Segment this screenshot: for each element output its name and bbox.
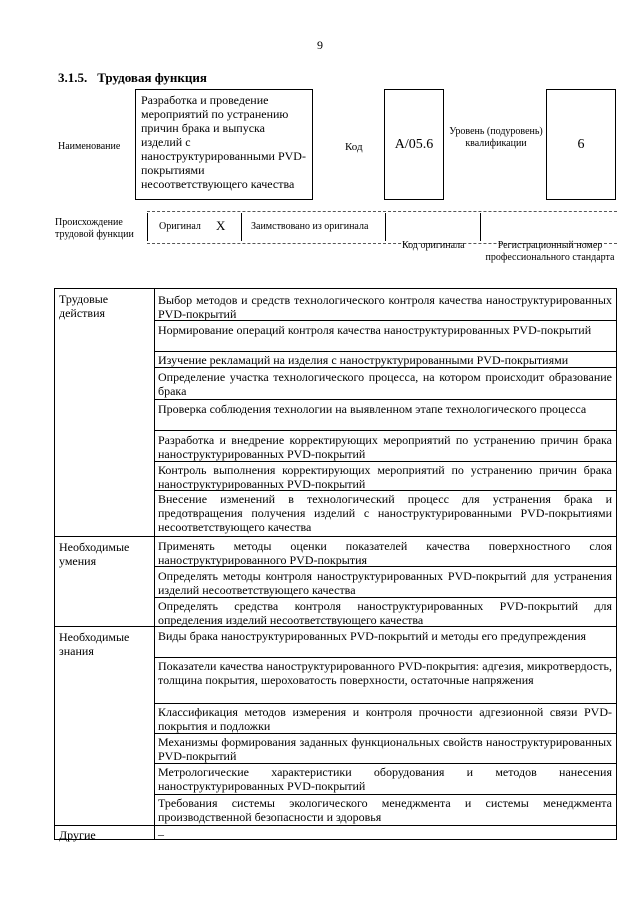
function-code: A/05.6 <box>394 136 434 152</box>
row-separator <box>154 703 617 704</box>
origin-divider <box>241 213 242 241</box>
function-level-box <box>546 89 616 200</box>
knowledge-item: Требования системы экологического менеджмента и системы менеджмента производственной безопасности и здоровья <box>158 796 612 824</box>
reg-number-caption: Регистрационный номер профессионального стандарта <box>485 240 615 263</box>
section-title: Трудовая функция <box>97 70 207 85</box>
action-item: Изучение рекламаций на изделия с наноструктурированными PVD-покрытиями <box>158 353 569 367</box>
table-column-divider <box>154 288 155 840</box>
row-separator <box>154 430 617 431</box>
row-separator <box>154 794 617 795</box>
action-item: Выбор методов и средств технологического контроля качества наноструктурированных PVD-покрытий <box>158 293 612 321</box>
action-item: Внесение изменений в технологический процесс для устранения брака и предотвращения получения изделий с наноструктурированными PVD-покрытиями несоответствующего качества <box>158 492 612 534</box>
origin-borrowed-label: Заимствовано из оригинала <box>251 221 369 232</box>
action-item: Определение участка технологического процесса, на котором происходит образование брака <box>158 370 612 398</box>
action-item: Проверка соблюдения технологии на выявленном этапе технологического процесса <box>158 402 587 416</box>
origin-divider <box>147 213 148 241</box>
knowledge-label: Необходимые знания <box>59 630 130 658</box>
function-name-box: Разработка и проведение мероприятий по устранению причин брака и выпуска изделий с наноструктурированными PVD-покрытиями несоответствующего качества <box>135 89 313 200</box>
section-separator <box>54 825 617 826</box>
row-separator <box>154 367 617 368</box>
skill-item: Применять методы оценки показателей качества поверхностного слоя наноструктурированного PVD-покрытия <box>158 539 612 567</box>
level-label: Уровень (подуровень) квалификации <box>449 126 543 149</box>
row-separator <box>154 399 617 400</box>
origin-original-label: Оригинал <box>159 221 201 232</box>
section-number: 3.1.5. <box>58 70 88 85</box>
row-separator <box>154 461 617 462</box>
function-level: 6 <box>577 136 585 152</box>
actions-label: Трудовые действия <box>59 292 109 320</box>
section-separator <box>54 536 617 537</box>
knowledge-item: Метрологические характеристики оборудования и методов нанесения наноструктурированных PVD-покрытий <box>158 765 612 793</box>
row-separator <box>154 763 617 764</box>
function-code-box <box>384 89 444 200</box>
code-original-caption: Код оригинала <box>402 240 465 251</box>
row-separator <box>154 351 617 352</box>
knowledge-item: Механизмы формирования заданных функциональных свойств наноструктурированных PVD-покрытий <box>158 735 612 763</box>
other-value: – <box>158 827 164 841</box>
knowledge-item: Показатели качества наноструктурированного PVD-покрытия: адгезия, микротвердость, толщина покрытия, шероховатость поверхности, остаточные напряжения <box>158 659 612 687</box>
origin-divider <box>385 213 386 241</box>
name-label: Наименование <box>58 141 121 152</box>
row-separator <box>154 597 617 598</box>
row-separator <box>154 657 617 658</box>
other-label: Другие <box>59 828 96 842</box>
knowledge-item: Классификация методов измерения и контроля прочности адгезионной связи PVD-покрытия и подложки <box>158 705 612 733</box>
action-item: Контроль выполнения корректирующих мероприятий по устранению причин брака наноструктурированных PVD-покрытий <box>158 463 612 491</box>
row-separator <box>154 733 617 734</box>
skills-label: Необходимые умения <box>59 540 130 568</box>
origin-divider <box>480 213 481 241</box>
page-number: 9 <box>317 38 323 52</box>
knowledge-item: Виды брака наноструктурированных PVD-покрытий и методы его предупреждения <box>158 629 587 643</box>
section-heading <box>58 70 207 86</box>
skill-item: Определять средства контроля наноструктурированных PVD-покрытий для определения изделий несоответствующего качества <box>158 599 612 627</box>
code-label: Код <box>345 141 363 153</box>
skill-item: Определять методы контроля наноструктурированных PVD-покрытий для устранения изделий несоответствующего качества <box>158 569 612 597</box>
action-item: Разработка и внедрение корректирующих мероприятий по устранению причин брака наноструктурированных PVD-покрытий <box>158 433 612 461</box>
origin-label: Происхождение трудовой функции <box>55 217 134 240</box>
origin-original-mark: X <box>216 218 226 233</box>
action-item: Нормирование операций контроля качества наноструктурированных PVD-покрытий <box>158 323 592 337</box>
